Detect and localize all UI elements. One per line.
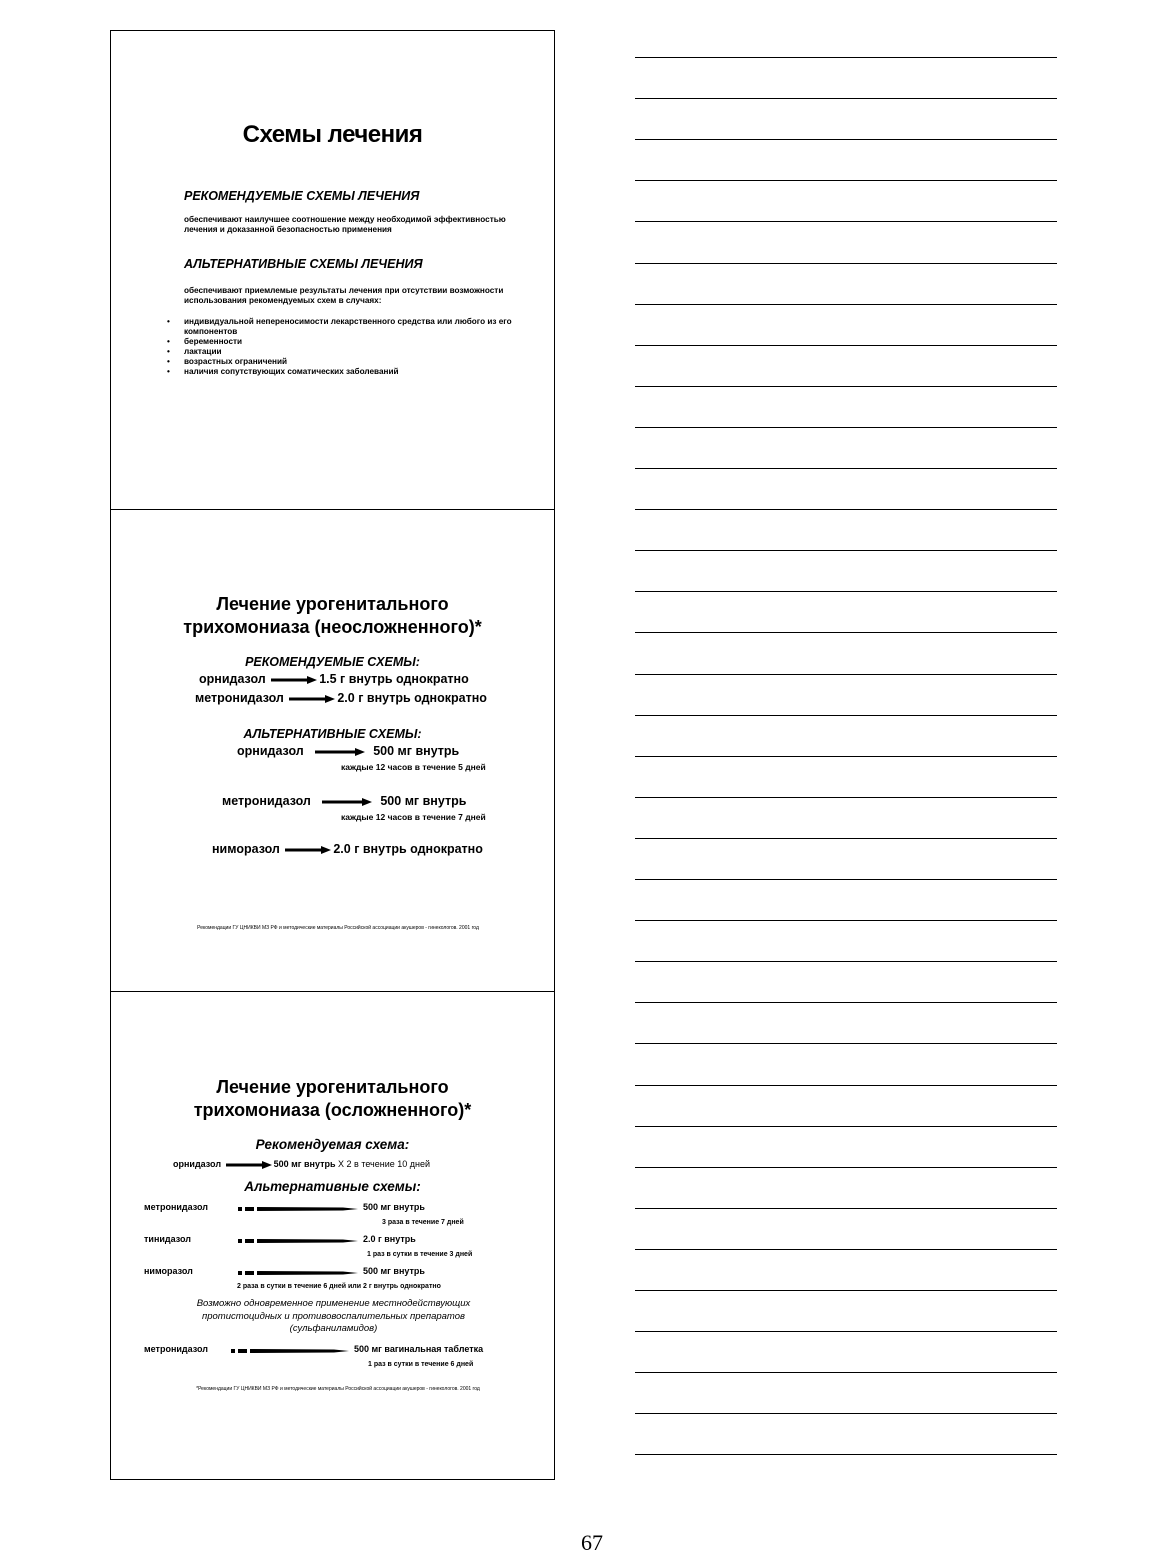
- drug-name: тинидазол: [144, 1234, 191, 1244]
- cases-list: [167, 317, 542, 377]
- title-line: Лечение урогенитального: [216, 1077, 449, 1097]
- regimen-note: 3 раза в течение 7 дней: [382, 1219, 464, 1226]
- ruled-line: [635, 180, 1057, 181]
- recommended-heading: Рекомендуемая схема:: [255, 1137, 410, 1152]
- ruled-line: [635, 1208, 1057, 1209]
- ruled-line: [635, 386, 1057, 387]
- drug-dose: 500 мг внутрь: [273, 1159, 336, 1169]
- drug-name: ниморазол: [144, 1266, 193, 1276]
- ruled-line: [635, 263, 1057, 264]
- slide-uncomplicated-treatment: [111, 509, 554, 991]
- ruled-line: [635, 509, 1057, 510]
- notes-ruled-lines: [635, 0, 1057, 1480]
- ruled-line: [635, 221, 1057, 222]
- drug-dose: 500 мг внутрь: [373, 744, 460, 758]
- slide-title: [111, 593, 554, 639]
- ruled-line: [635, 1413, 1057, 1414]
- slide-treatment-schemes: [111, 31, 554, 509]
- ruled-line: [635, 715, 1057, 716]
- ruled-line: [635, 1331, 1057, 1332]
- ruled-line: [635, 591, 1057, 592]
- slide-complicated-treatment: [111, 991, 554, 1479]
- regimen-note: каждые 12 часов в течение 5 дней: [341, 762, 486, 772]
- ruled-line: [635, 797, 1057, 798]
- arrow-icon: [238, 1236, 358, 1246]
- arrow-icon: [231, 1346, 349, 1356]
- drug-dose: 500 мг внутрь: [363, 1202, 425, 1212]
- list-item: • индивидуальной непереносимости лекарственного средства или любого из его компонентов: [167, 317, 542, 337]
- arrow-icon: [226, 1161, 272, 1169]
- drug-name: метронидазол: [144, 1202, 208, 1212]
- regimen-note: каждые 12 часов в течение 7 дней: [341, 812, 486, 822]
- regimen-row: [195, 691, 487, 705]
- ruled-line: [635, 550, 1057, 551]
- list-item: • беременности: [167, 337, 542, 347]
- drug-dose: 500 мг внутрь: [380, 794, 467, 808]
- combination-note: [141, 1298, 526, 1336]
- ruled-line: [635, 1126, 1057, 1127]
- ruled-line: [635, 345, 1057, 346]
- regimen-row: [222, 794, 466, 808]
- list-item: • лактации: [167, 347, 542, 357]
- arrow-icon: [315, 748, 365, 756]
- ruled-line: [635, 98, 1057, 99]
- page-number: 67: [581, 1530, 603, 1555]
- arrow-icon: [289, 695, 335, 703]
- recommended-heading: РЕКОМЕНДУЕМЫЕ СХЕМЫ ЛЕЧЕНИЯ: [184, 189, 420, 203]
- ruled-line: [635, 57, 1057, 58]
- ruled-line: [635, 139, 1057, 140]
- drug-name: орнидазол: [237, 744, 304, 758]
- ruled-line: [635, 961, 1057, 962]
- ruled-line: [635, 304, 1057, 305]
- title-line: трихомониаза (осложненного)*: [193, 1100, 472, 1120]
- recommended-heading: РЕКОМЕНДУЕМЫЕ СХЕМЫ:: [245, 655, 420, 669]
- regimen-row: [199, 672, 469, 686]
- arrow-icon: [271, 676, 317, 684]
- title-line: трихомониаза (неосложненного)*: [183, 617, 482, 637]
- arrow-icon: [238, 1204, 358, 1214]
- arrow-icon: [285, 846, 331, 854]
- combination-line: (сульфаниламидов): [289, 1323, 378, 1334]
- drug-name: орнидазол: [173, 1159, 222, 1169]
- regimen-tail: Х 2 в течение 10 дней: [338, 1159, 431, 1169]
- drug-dose: 2.0 г внутрь однократно: [333, 842, 483, 856]
- footnote: *Рекомендации ГУ ЦНИКВИ МЗ РФ и методические материалы Российской ассоциации акушеров - гинекологов. 2001 год: [196, 1386, 480, 1392]
- ruled-line: [635, 468, 1057, 469]
- alternative-heading: АЛЬТЕРНАТИВНЫЕ СХЕМЫ ЛЕЧЕНИЯ: [184, 257, 423, 271]
- drug-name: ниморазол: [212, 842, 280, 856]
- slide-title: [111, 1076, 554, 1122]
- arrow-icon: [322, 798, 372, 806]
- drug-dose: 500 мг внутрь: [363, 1266, 425, 1276]
- alternative-heading: АЛЬТЕРНАТИВНЫЕ СХЕМЫ:: [243, 727, 422, 741]
- ruled-line: [635, 1085, 1057, 1086]
- regimen-note: 2 раза в сутки в течение 6 дней или 2 г внутрь однократно: [237, 1283, 441, 1290]
- drug-dose: 500 мг вагинальная таблетка: [354, 1344, 484, 1354]
- regimen-row: [212, 842, 483, 856]
- title-line: Лечение урогенитального: [216, 594, 449, 614]
- ruled-line: [635, 838, 1057, 839]
- list-item: • возрастных ограничений: [167, 357, 542, 367]
- regimen-row: [173, 1159, 430, 1169]
- drug-dose: 1.5 г внутрь однократно: [319, 672, 469, 686]
- ruled-line: [635, 1043, 1057, 1044]
- drug-name: метронидазол: [195, 691, 284, 705]
- regimen-row: [237, 744, 459, 758]
- ruled-line: [635, 1002, 1057, 1003]
- slide-title: Схемы лечения: [242, 121, 423, 148]
- ruled-line: [635, 674, 1057, 675]
- recommended-text: обеспечивают наилучшее соотношение между необходимой эффективностью лечения и доказанной безопасностью применения: [184, 215, 506, 234]
- drug-dose: 2.0 г внутрь однократно: [337, 691, 487, 705]
- ruled-line: [635, 632, 1057, 633]
- ruled-line: [635, 1372, 1057, 1373]
- drug-name: метронидазол: [222, 794, 311, 808]
- drug-name: метронидазол: [144, 1344, 208, 1354]
- regimen-note: 1 раз в сутки в течение 6 дней: [368, 1361, 474, 1368]
- drug-name: орнидазол: [199, 672, 266, 686]
- regimen-note: 1 раз в сутки в течение 3 дней: [367, 1251, 473, 1258]
- ruled-line: [635, 920, 1057, 921]
- arrow-icon: [238, 1268, 358, 1278]
- ruled-line: [635, 1290, 1057, 1291]
- combination-line: протистоцидных и противовоспалительных препаратов: [202, 1310, 465, 1322]
- ruled-line: [635, 879, 1057, 880]
- ruled-line: [635, 756, 1057, 757]
- list-item: • наличия сопутствующих соматических заболеваний: [167, 367, 542, 377]
- ruled-line: [635, 427, 1057, 428]
- ruled-line: [635, 1167, 1057, 1168]
- alternative-heading: Альтернативные схемы:: [244, 1179, 421, 1194]
- slide-column: [110, 30, 555, 1480]
- footnote: Рекомендации ГУ ЦНИКВИ МЗ РФ и методические материалы Российской ассоциации акушеров - гинекологов. 2001 год: [197, 925, 479, 931]
- ruled-line: [635, 1249, 1057, 1250]
- alternative-text: обеспечивают приемлемые результаты лечения при отсутствии возможности использования рекомендуемых схем в случаях:: [184, 286, 504, 305]
- drug-dose: 2.0 г внутрь: [363, 1234, 416, 1244]
- ruled-line: [635, 1454, 1057, 1455]
- combination-line: Возможно одновременное применение местнодействующих: [196, 1298, 471, 1309]
